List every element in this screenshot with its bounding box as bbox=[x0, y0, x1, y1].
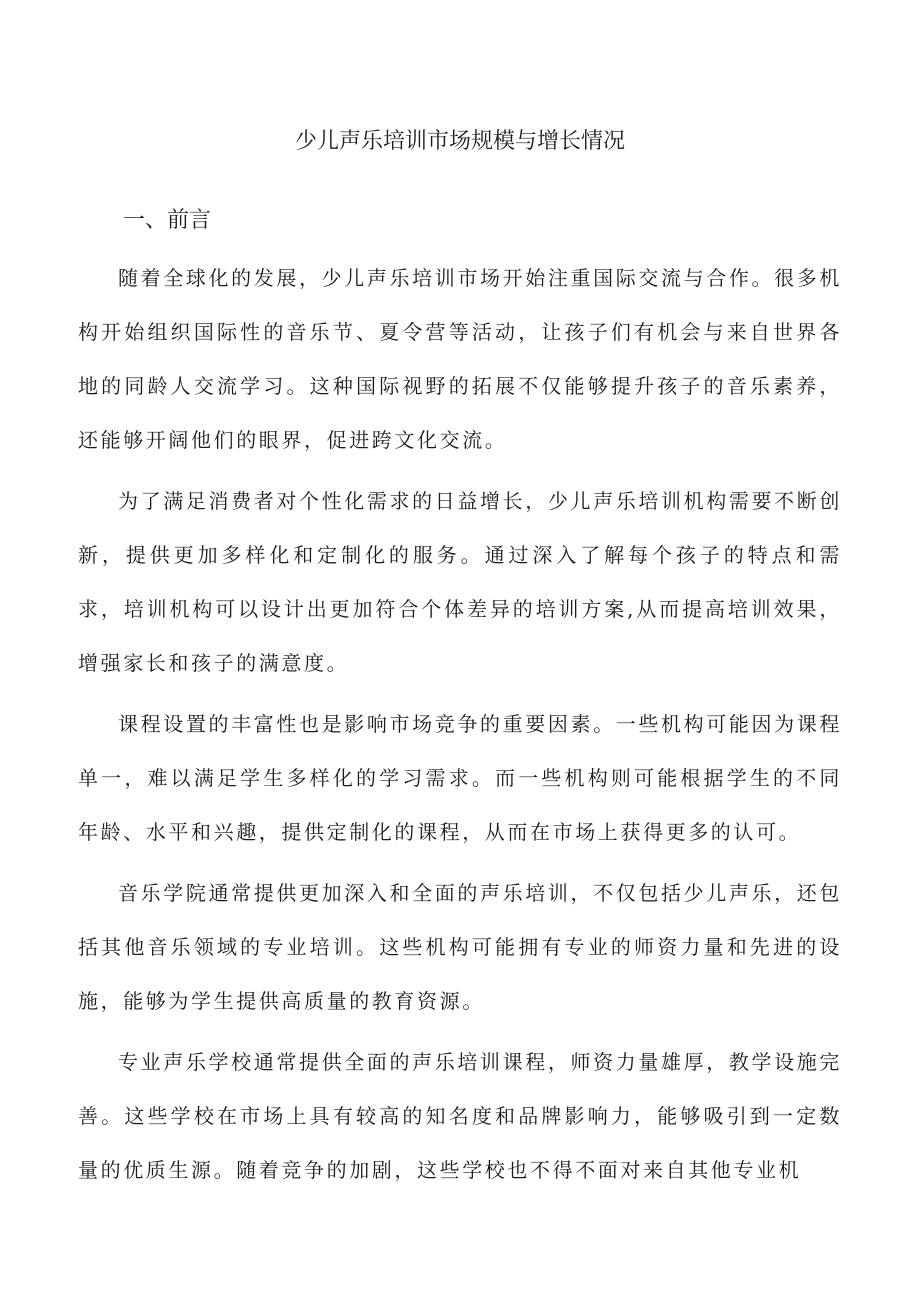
paragraph-music-academies: 音乐学院通常提供更加深入和全面的声乐培训，不仅包括少儿声乐，还包括其他音乐领域的专业培训。这些机构可能拥有专业的师资力量和先进的设施，能够为学生提供高质量的教育资源。 bbox=[78, 881, 842, 1013]
paragraph-international-exchange: 随着全球化的发展，少儿声乐培训市场开始注重国际交流与合作。很多机构开始组织国际性的音乐节、夏令营等活动，让孩子们有机会与来自世界各地的同龄人交流学习。这种国际视野的拓展不仅能够提升孩子的音乐素养，还能够开阔他们的眼界，促进跨文化交流。 bbox=[78, 266, 842, 452]
paragraph-vocal-schools: 专业声乐学校通常提供全面的声乐培训课程，师资力量雄厚，教学设施完善。这些学校在市场上具有较高的知名度和品牌影响力，能够吸引到一定数量的优质生源。随着竞争的加剧，这些学校也不得不面对来自其他专业机 bbox=[78, 1050, 842, 1182]
paragraph-course-variety: 课程设置的丰富性也是影响市场竞争的重要因素。一些机构可能因为课程单一，难以满足学生多样化的学习需求。而一些机构则可能根据学生的不同年龄、水平和兴趣，提供定制化的课程，从而在市场上获得更多的认可。 bbox=[78, 712, 842, 844]
paragraph-personalized-service: 为了满足消费者对个性化需求的日益增长，少儿声乐培训机构需要不断创新，提供更加多样化和定制化的服务。通过深入了解每个孩子的特点和需求，培训机构可以设计出更加符合个体差异的培训方案,从而提高培训效果，增强家长和孩子的满意度。 bbox=[78, 489, 842, 675]
document-title: 少儿声乐培训市场规模与增长情况 bbox=[294, 129, 625, 154]
section-heading-preface: 一、前言 bbox=[123, 208, 212, 233]
